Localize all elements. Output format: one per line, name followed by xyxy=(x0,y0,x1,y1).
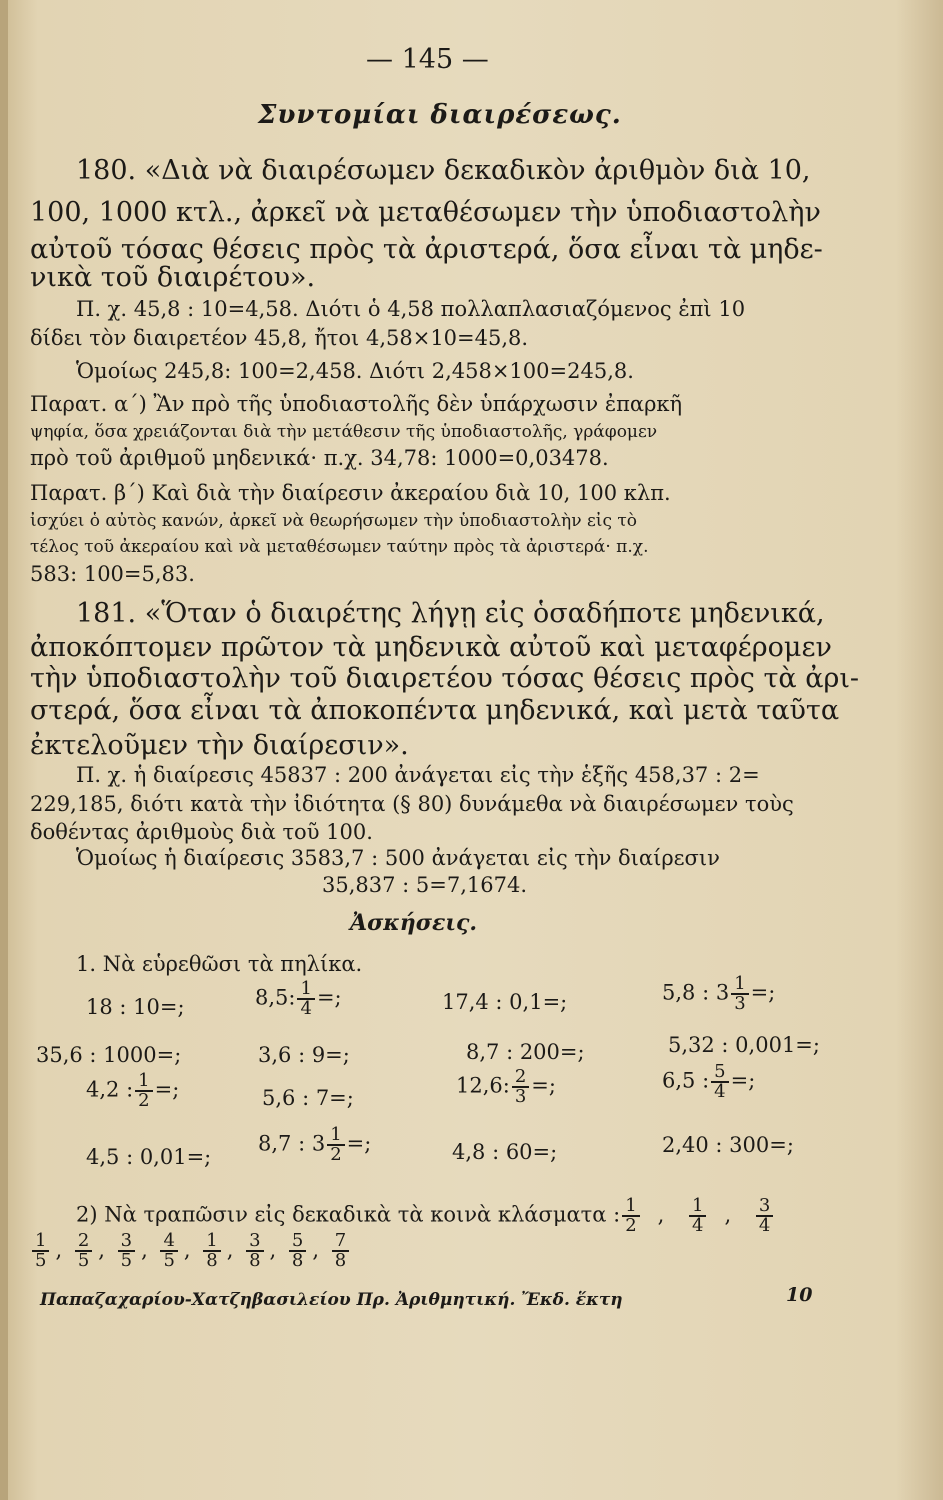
ex1-r4-c3: 4,8 : 60=; xyxy=(452,1140,558,1164)
fraction-numerator: 1 xyxy=(689,1197,706,1217)
exercise-1-prompt: 1. Νὰ εὑρεθῶσι τὰ πηλίκα. xyxy=(76,952,363,976)
fraction xyxy=(622,1197,639,1235)
ex1-r1-c4: 5,8 : 3 $\frac{1}{3}$ =; xyxy=(662,973,776,1014)
note-a-line-1: Παρατ. α΄) Ἂν πρὸ τῆς ὑποδιαστολῆς δὲν ὑπάρχωσιν ἐπαρκῆ xyxy=(30,392,683,416)
ex1-r2-c2: 3,6 : 9=; xyxy=(258,1043,350,1067)
fraction xyxy=(289,1232,306,1270)
p181-example-5: 35,837 : 5=7,1674. xyxy=(322,873,528,897)
ex1-r4-c4: 2,40 : 300=; xyxy=(662,1133,794,1157)
footer-imprint: Παπαζαχαρίου-Χατζηβασιλείου Πρ. Ἀριθμητική. Ἔκδ. ἕκτη xyxy=(40,1290,623,1310)
p180-example-2: δίδει τὸν διαιρετέον 45,8, ἤτοι 4,58×10=45,8. xyxy=(30,326,529,350)
note-b-line-3: τέλος τοῦ ἀκεραίου καὶ νὰ μεταθέσωμεν ταύτην πρὸς τὰ ἀριστερά· π.χ. xyxy=(30,537,649,557)
fraction-numerator: 1 xyxy=(32,1232,49,1252)
ex1-r4-c2: 8,7 : 3 $\frac{1}{2}$ =; xyxy=(258,1124,372,1165)
fraction-denominator: 8 xyxy=(291,1250,304,1271)
fraction-denominator: 8 xyxy=(334,1250,347,1271)
p181-line-1: 181. «Ὅταν ὁ διαιρέτης λήγῃ εἰς ὁσαδήποτε μηδενικά, xyxy=(76,598,825,629)
p181-line-3: τὴν ὑποδιαστολὴν τοῦ διαιρετέου τόσας θέσεις πρὸς τὰ ἀρι- xyxy=(30,663,860,694)
fraction xyxy=(756,1197,773,1235)
ex1-r2-c3: 8,7 : 200=; xyxy=(466,1040,585,1064)
p181-line-5: ἐκτελοῦμεν τὴν διαίρεσιν». xyxy=(30,730,409,761)
p181-example-1: Π. χ. ἡ διαίρεσις 45837 : 200 ἀνάγεται εἰς τὴν ἑξῆς 458,37 : 2= xyxy=(76,763,760,787)
fraction-numerator: 4 xyxy=(160,1232,177,1252)
fraction-numerator: 2 xyxy=(75,1232,92,1252)
fraction-denominator: 4 xyxy=(758,1215,771,1236)
fraction-numerator: 1 xyxy=(622,1197,639,1217)
footer-sheet-number: 10 xyxy=(786,1284,813,1306)
note-b-line-1: Παρατ. β΄) Καὶ διὰ τὴν διαίρεσιν ἀκεραίου διὰ 10, 100 κλπ. xyxy=(30,481,671,505)
fraction-numerator: 3 xyxy=(756,1197,773,1217)
fraction xyxy=(246,1232,263,1270)
exercise-2-fraction-list: $\frac{1}{5}$ , $\frac{2}{5}$ , $\frac{3}{5}$ , $\frac{4}{5}$ , $\frac{1}{8}$ , $\frac{3}{8}$ , $\frac{5}{8}$ , $\frac{7}{8}$ xyxy=(30,1232,351,1270)
p181-line-2: ἀποκόπτομεν πρῶτον τὰ μηδενικὰ αὐτοῦ καὶ μεταφέρομεν xyxy=(30,632,832,663)
fraction xyxy=(75,1232,92,1270)
p180-example-1: Π. χ. 45,8 : 10=4,58. Διότι ὁ 4,58 πολλαπλασιαζόμενος ἐπὶ 10 xyxy=(76,297,746,321)
note-a-line-2: ψηφία, ὅσα χρειάζονται διὰ τὴν μετάθεσιν τῆς ὑποδιαστολῆς, γράφομεν xyxy=(30,422,658,442)
section-title: Συντομίαι διαιρέσεως. xyxy=(258,100,622,130)
page-edge-shadow xyxy=(0,0,8,1500)
note-a-line-3: πρὸ τοῦ ἀριθμοῦ μηδενικά· π.χ. 34,78: 1000=0,03478. xyxy=(30,446,609,470)
p180-line-1: 180. «Διὰ νὰ διαιρέσωμεν δεκαδικὸν ἀριθμὸν διὰ 10, xyxy=(76,155,811,186)
fraction xyxy=(118,1232,135,1270)
ex1-r1-c3: 17,4 : 0,1=; xyxy=(442,990,568,1014)
exercise-2-prompt: 2) Νὰ τραπῶσιν εἰς δεκαδικὰ τὰ κοινὰ κλάσματα : $\frac{1}{2}$ , $\frac{1}{4}$ , $\frac{3}{4}$ xyxy=(76,1197,775,1235)
p180-line-4: νικὰ τοῦ διαιρέτου». xyxy=(30,262,316,293)
ex1-r3-c4: 6,5 : $\frac{5}{4}$ =; xyxy=(662,1061,756,1102)
fraction-denominator: 5 xyxy=(35,1250,47,1271)
page-number: — 145 — xyxy=(366,44,489,75)
fraction-numerator: 3 xyxy=(246,1232,263,1252)
fraction-denominator: 5 xyxy=(77,1250,90,1271)
ex1-r1-c1: 18 : 10=; xyxy=(86,995,185,1019)
fraction-denominator: 4 xyxy=(692,1215,704,1236)
fraction-denominator: 5 xyxy=(163,1250,175,1271)
fraction xyxy=(689,1197,706,1235)
fraction-denominator: 5 xyxy=(120,1250,133,1271)
fraction xyxy=(160,1232,177,1270)
fraction-denominator: 8 xyxy=(206,1250,218,1271)
ex1-r1-c2: 8,5: $\frac{1}{4}$ =; xyxy=(255,978,342,1019)
p181-example-4: Ὁμοίως ἡ διαίρεσις 3583,7 : 500 ἀνάγεται εἰς τὴν διαίρεσιν xyxy=(76,846,720,870)
p181-example-2: 229,185, διότι κατὰ τὴν ἰδιότητα (§ 80) δυνάμεθα νὰ διαιρέσωμεν τοὺς xyxy=(30,792,794,816)
fraction xyxy=(332,1232,349,1270)
ex1-r3-c3: 12,6: $\frac{2}{3}$ =; xyxy=(456,1066,556,1107)
p180-line-3: αὐτοῦ τόσας θέσεις πρὸς τὰ ἀριστερά, ὅσα εἶναι τὰ μηδε- xyxy=(30,234,823,265)
note-b-line-4: 583: 100=5,83. xyxy=(30,562,195,586)
fraction xyxy=(32,1232,49,1270)
fraction-numerator: 7 xyxy=(332,1232,349,1252)
p181-example-3: δοθέντας ἀριθμοὺς διὰ τοῦ 100. xyxy=(30,820,373,844)
ex1-r3-c1: 4,2 : $\frac{1}{2}$ =; xyxy=(86,1070,180,1111)
fraction-numerator: 5 xyxy=(289,1232,306,1252)
fraction-numerator: 1 xyxy=(203,1232,220,1252)
fraction xyxy=(203,1232,220,1270)
note-b-line-2: ἰσχύει ὁ αὐτὸς κανών, ἀρκεῖ νὰ θεωρήσωμεν τὴν ὑποδιαστολὴν εἰς τὸ xyxy=(30,511,638,531)
ex1-r3-c2: 5,6 : 7=; xyxy=(262,1086,354,1110)
fraction-denominator: 8 xyxy=(249,1250,261,1271)
exercise-2-fractions: $\frac{1}{2}$ , $\frac{1}{4}$ , $\frac{3}{4}$ xyxy=(620,1203,775,1227)
p180-line-2: 100, 1000 κτλ., ἀρκεῖ νὰ μεταθέσωμεν τὴν ὑποδιαστολὴν xyxy=(30,197,821,228)
p180-example-3: Ὁμοίως 245,8: 100=2,458. Διότι 2,458×100=245,8. xyxy=(76,359,634,383)
ex1-r2-c4: 5,32 : 0,001=; xyxy=(668,1033,820,1057)
p181-line-4: στερά, ὅσα εἶναι τὰ ἀποκοπέντα μηδενικά, καὶ μετὰ ταῦτα xyxy=(30,695,840,726)
fraction-numerator: 3 xyxy=(118,1232,135,1252)
ex1-r2-c1: 35,6 : 1000=; xyxy=(36,1043,182,1067)
fraction-denominator: 2 xyxy=(625,1215,637,1236)
ex1-r4-c1: 4,5 : 0,01=; xyxy=(86,1145,212,1169)
exercises-title: Ἀσκήσεις. xyxy=(350,910,478,936)
